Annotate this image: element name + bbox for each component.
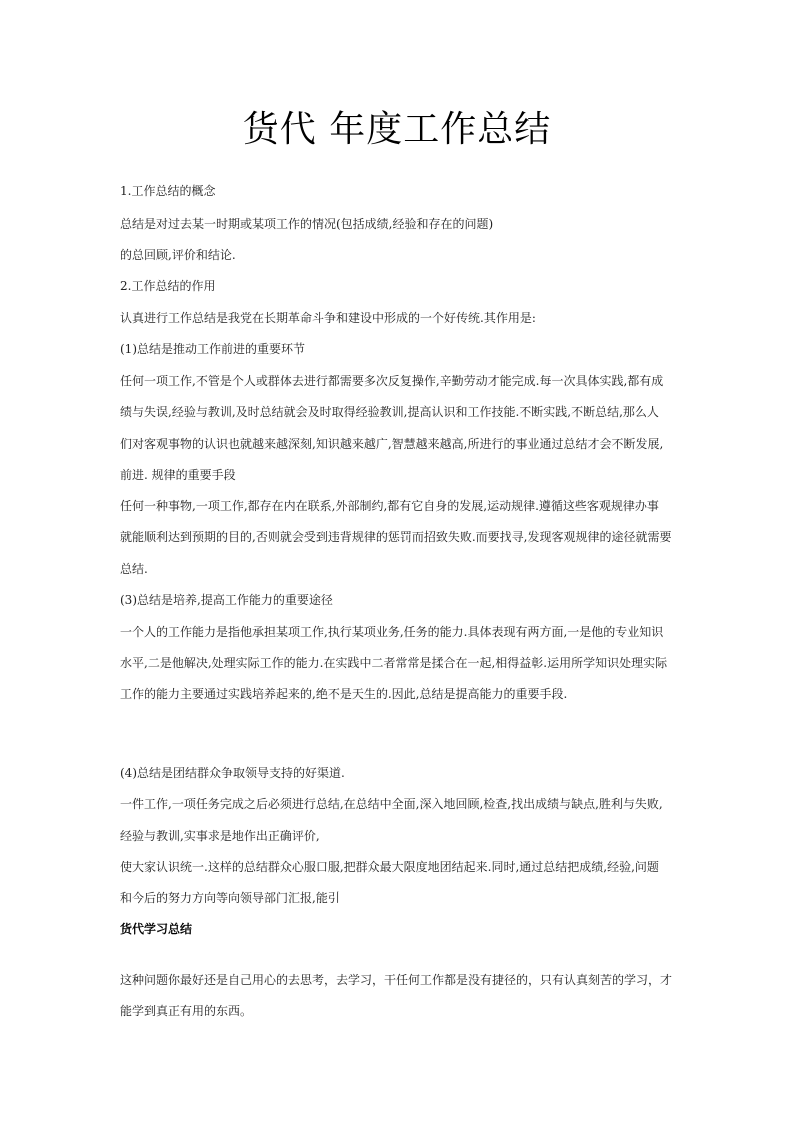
paragraph-line: 认真进行工作总结是我党在长期革命斗争和建设中形成的一个好传统.其作用是:	[120, 311, 536, 325]
paragraph-line: 经验与教训,实事求是地作出正确评价,	[120, 829, 320, 843]
paragraph-line: 这种问题你最好还是自己用心的去思考，去学习，干任何工作都是没有捷径的，只有认真刻苦的学习，才	[120, 973, 673, 987]
paragraph-line: 和今后的努力方向等向领导部门汇报,能引	[120, 891, 340, 905]
subsection-heading-1: (1)总结是推动工作前进的重要环节	[120, 342, 305, 356]
document-title: 货代 年度工作总结	[242, 109, 552, 150]
section-heading-2: 2.工作总结的作用	[120, 279, 216, 293]
paragraph-line: 工作的能力主要通过实践培养起来的,绝不是天生的.因此,总结是提高能力的重要手段.	[120, 687, 568, 701]
paragraph-line: 一件工作,一项任务完成之后必须进行总结,在总结中全面,深入地回顾,检查,找出成绩与缺点,胜利与失败,	[120, 797, 663, 811]
paragraph-line: 能学到真正有用的东西。	[120, 1004, 253, 1018]
paragraph-line: 任何一项工作,不管是个人或群体去进行都需要多次反复操作,辛勤劳动才能完成.每一次具体实践,都有成	[120, 374, 664, 388]
paragraph-line: 使大家认识统一.这样的总结群众心服口服,把群众最大限度地团结起来.同时,通过总结把成绩,经验,问题	[120, 860, 659, 874]
paragraph-line: 任何一种事物,一项工作,都存在内在联系,外部制约,都有它自身的发展,运动规律.遵循这些客观规律办事	[120, 499, 659, 513]
paragraph-line: 前进. 规律的重要手段	[120, 468, 236, 482]
section-heading-study-summary: 货代学习总结	[120, 922, 193, 936]
paragraph-line: 一个人的工作能力是指他承担某项工作,执行某项业务,任务的能力.具体表现有两方面,一是他的专业知识	[120, 625, 664, 639]
subsection-heading-3: (3)总结是培养,提高工作能力的重要途径	[120, 593, 333, 607]
paragraph-line: 水平,二是他解决,处理实际工作的能力.在实践中二者常常是揉合在一起,相得益彰.运用所学知识处理实际	[120, 656, 668, 670]
paragraph-line: 绩与失误,经验与教训,及时总结就会及时取得经验教训,提高认识和工作技能.不断实践,不断总结,那么人	[120, 405, 659, 419]
section-heading-1: 1.工作总结的概念	[120, 184, 216, 198]
paragraph-line: 总结.	[120, 562, 148, 576]
paragraph-line: 就能顺利达到预期的目的,否则就会受到违背规律的惩罚而招致失败.而要找寻,发现客观规律的途径就需要	[120, 530, 672, 544]
paragraph-line: 们对客观事物的认识也就越来越深刻,知识越来越广,智慧越来越高,所进行的事业通过总结才会不断发展,	[120, 437, 664, 451]
paragraph-line: 的总回顾,评价和结论.	[120, 248, 236, 262]
paragraph-line: 总结是对过去某一时期或某项工作的情况(包括成绩,经验和存在的问题)	[120, 217, 494, 231]
subsection-heading-4: (4)总结是团结群众争取领导支持的好渠道.	[120, 766, 345, 780]
